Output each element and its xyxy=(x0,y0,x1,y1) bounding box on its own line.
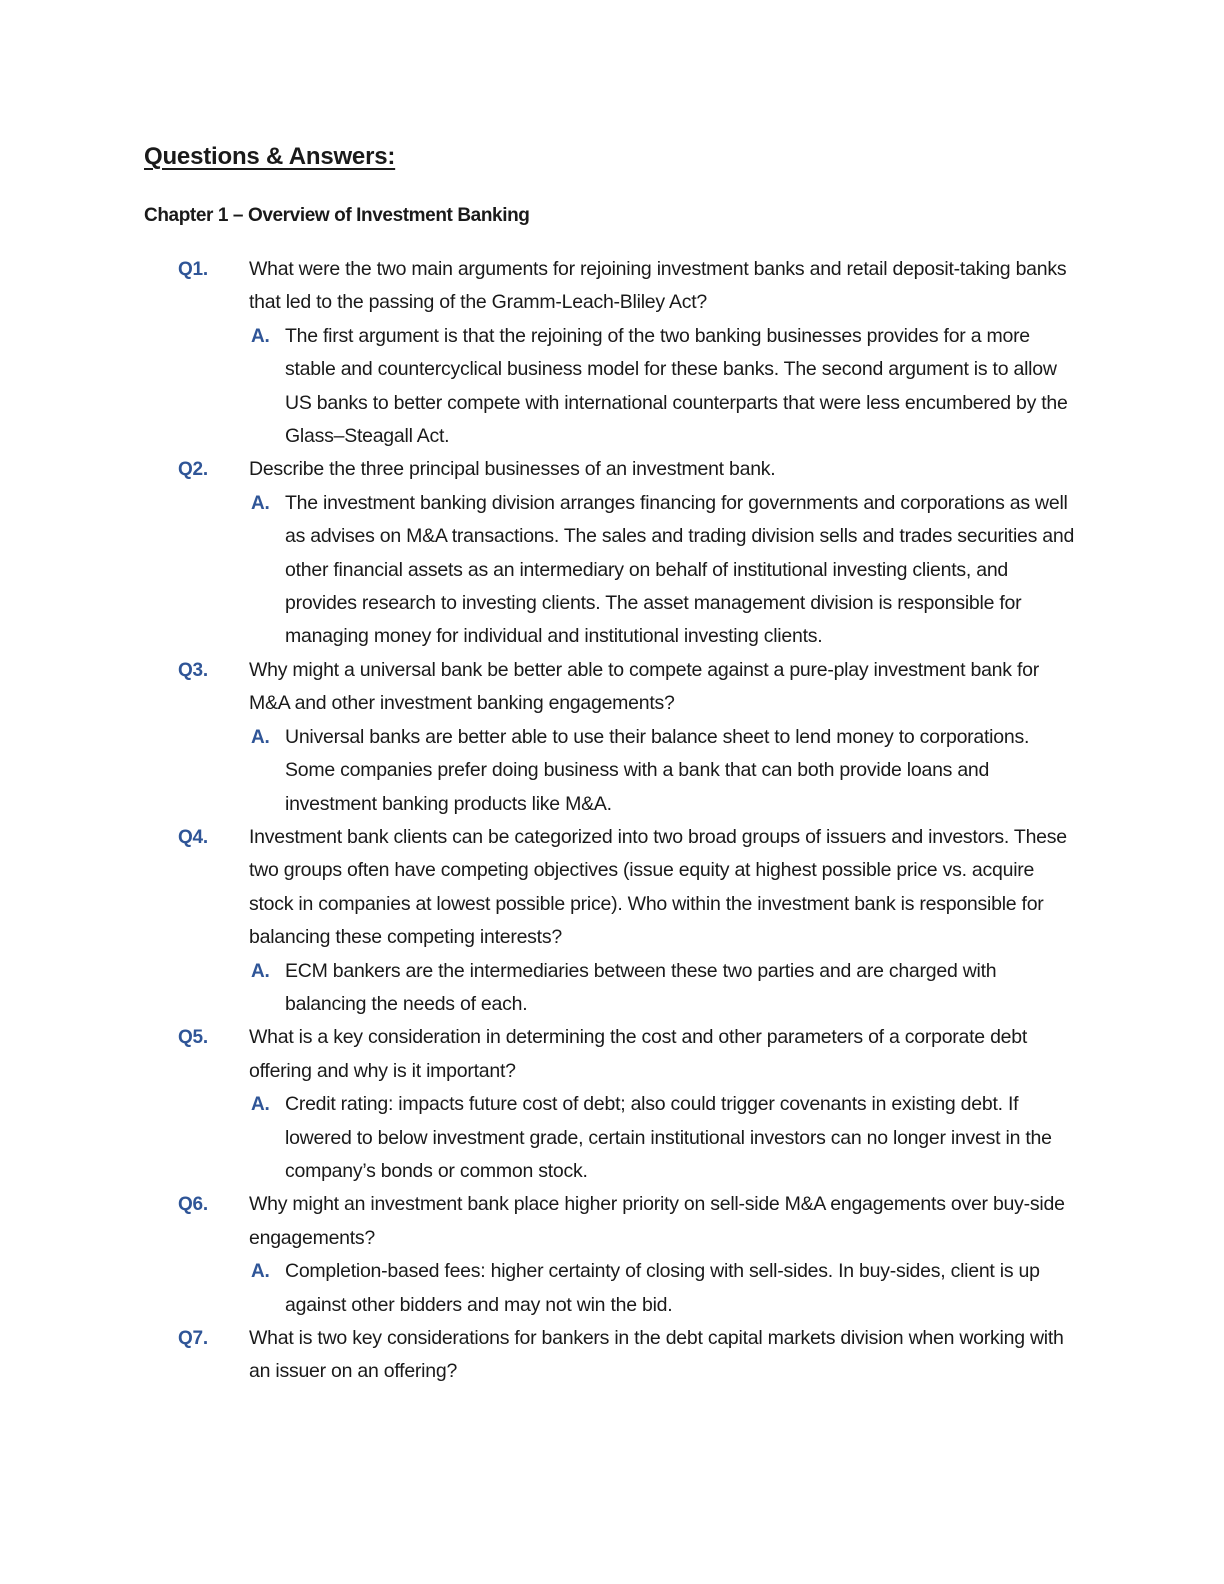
qa-item-6 xyxy=(0,1188,1224,1322)
question-text: What is two key considerations for bankers in the debt capital markets division when working with an issuer on an offering? xyxy=(249,1327,1064,1383)
answer xyxy=(0,1088,1075,1188)
answer-marker: A. xyxy=(251,492,270,514)
question xyxy=(0,821,1079,955)
answer-marker: A. xyxy=(251,726,270,748)
answer xyxy=(0,955,1075,1022)
question xyxy=(0,654,1079,721)
qa-list xyxy=(0,253,1224,1389)
answer-marker: A. xyxy=(251,1094,270,1116)
answer xyxy=(0,320,1075,454)
question-number: Q7. xyxy=(178,1328,208,1349)
chapter-heading: Chapter 1 – Overview of Investment Banking xyxy=(144,205,530,226)
answer-text: Completion-based fees: higher certainty of closing with sell-sides. In buy-sides, client is up against other bidders and may not win the bid. xyxy=(285,1260,1040,1316)
answer-marker: A. xyxy=(251,1261,270,1283)
question xyxy=(0,1322,1079,1389)
question xyxy=(0,253,1079,320)
question-text: What is a key consideration in determining the cost and other parameters of a corporate debt offering and why is it important? xyxy=(249,1026,1028,1082)
question-number: Q6. xyxy=(178,1194,208,1216)
answer xyxy=(0,721,1075,821)
answer-text: Credit rating: impacts future cost of debt; also could trigger covenants in existing debt. If lowered to below investment grade, certain institutional investors can no longer invest in the company’s bonds or common stock. xyxy=(285,1093,1052,1182)
qa-item-2 xyxy=(0,453,1224,653)
question-text: Why might an investment bank place higher priority on sell-side M&A engagements over buy-side engagements? xyxy=(249,1193,1065,1249)
answer-marker: A. xyxy=(251,325,270,347)
answer-marker: A. xyxy=(251,960,270,982)
question-number: Q1. xyxy=(178,259,208,280)
answer-text: The investment banking division arranges financing for governments and corporations as well as advises on M&A transactions. The sales and trading division sells and trades securities and other financial assets as an intermediary on behalf of institutional investing clients, and provides research to investing clients. The asset management division is responsible for managing money for individual and institutional investing clients. xyxy=(285,491,1075,648)
question-text: Describe the three principal businesses of an investment bank. xyxy=(249,458,776,481)
answer-text: The first argument is that the rejoining of the two banking businesses provides for a more stable and countercyclical business model for these banks. The second argument is to allow US banks to better compete with international counterparts that were less encumbered by the Glass–Steagall Act. xyxy=(285,324,1068,448)
question-number: Q5. xyxy=(178,1027,208,1049)
qa-item-3 xyxy=(0,654,1224,821)
question xyxy=(0,1021,1079,1088)
question-text: What were the two main arguments for rejoining investment banks and retail deposit-taking banks that led to the passing of the Gramm-Leach-Bliley Act? xyxy=(249,258,1067,314)
question-number: Q2. xyxy=(178,459,208,481)
qa-item-4 xyxy=(0,821,1224,1021)
question xyxy=(0,1188,1079,1255)
question-number: Q4. xyxy=(178,826,208,848)
answer-text: Universal banks are better able to use their balance sheet to lend money to corporations. Some companies prefer doing business with a bank that can both provide loans and investment banking products like M&A. xyxy=(285,725,1030,815)
page-title: Questions & Answers: xyxy=(144,143,396,170)
question-text: Why might a universal bank be better able to compete against a pure-play investment bank for M&A and other investment banking engagements? xyxy=(249,658,1039,715)
qa-item-7 xyxy=(0,1322,1224,1389)
qa-item-1 xyxy=(0,253,1224,453)
answer xyxy=(0,1255,1075,1322)
question xyxy=(0,453,1079,486)
question-number: Q3. xyxy=(178,659,208,681)
question-text: Investment bank clients can be categorized into two broad groups of issuers and investors. These two groups often have competing objectives (issue equity at highest possible price vs. acquire stock in companies at lowest possible price). Who within the investment bank is responsible for balancing these competing interests? xyxy=(249,825,1067,949)
answer xyxy=(0,487,1075,654)
qa-item-5 xyxy=(0,1021,1224,1188)
answer-text: ECM bankers are the intermediaries between these two parties and are charged with balancing the needs of each. xyxy=(285,959,997,1015)
